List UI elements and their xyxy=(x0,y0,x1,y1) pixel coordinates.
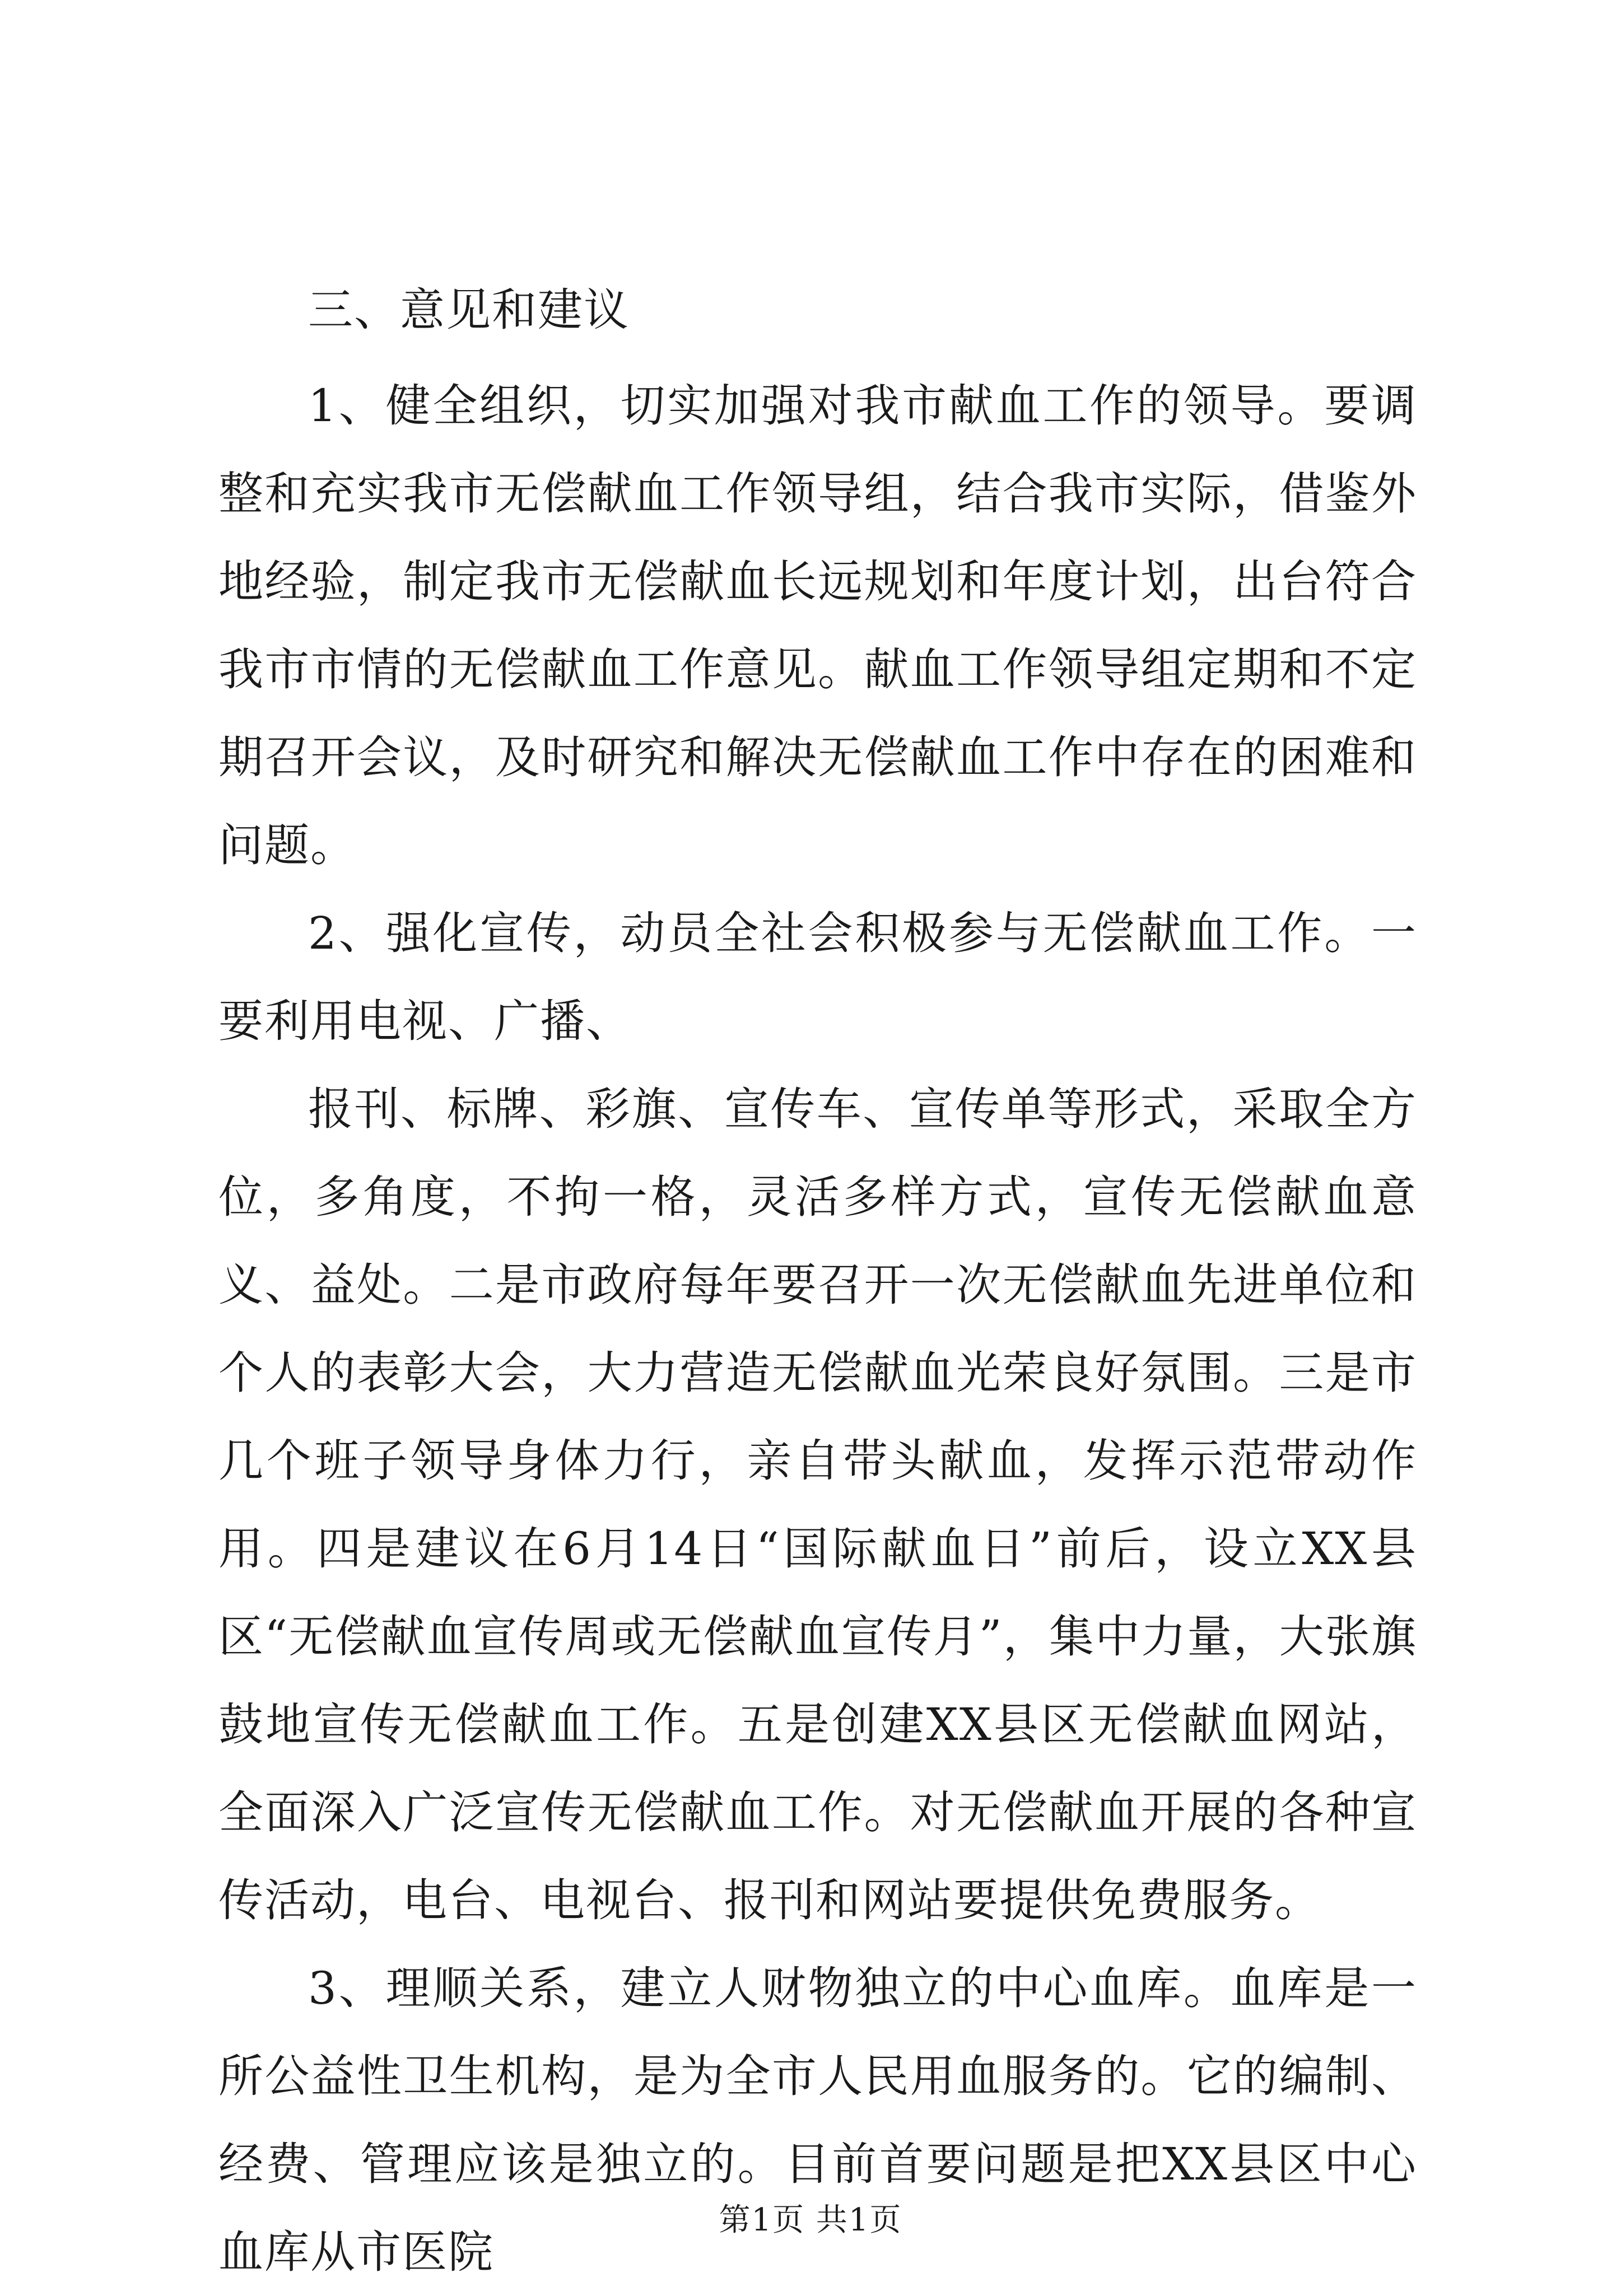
section-heading: 三、意见和建议 xyxy=(308,284,630,336)
page-number-footer: 第1页 共1页 xyxy=(719,2202,902,2238)
paragraph-2: 2、强化宣传，动员全社会积极参与无偿献血工作。一要利用电视、广播、 xyxy=(218,907,1417,1047)
paragraph-1: 1、健全组织，切实加强对我市献血工作的领导。要调整和充实我市无偿献血工作领导组，结合我市实际，借鉴外地经验，制定我市无偿献血长远规划和年度计划，出台符合我市市情的无偿献血工作意见。献血工作领导组定期和不定期召开会议，及时研究和解决无偿献血工作中存在的困难和问题。 xyxy=(218,380,1417,871)
paragraph-3: 报刊、标牌、彩旗、宣传车、宣传单等形式，采取全方位，多角度，不拘一格，灵活多样方式，宣传无偿献血意义、益处。二是市政府每年要召开一次无偿献血先进单位和个人的表彰大会，大力营造无偿献血光荣良好氛围。三是市几个班子领导身体力行，亲自带头献血，发挥示范带动作用。四是建议在6月14日“国际献血日”前后，设立XX县区“无偿献血宣传周或无偿献血宣传月”，集中力量，大张旗鼓地宣传无偿献血工作。五是创建XX县区无偿献血网站，全面深入广泛宣传无偿献血工作。对无偿献血开展的各种宣传活动，电台、电视台、报刊和网站要提供免费服务。 xyxy=(218,1083,1417,1926)
document-body xyxy=(218,286,1417,2296)
paragraph-4: 3、理顺关系，建立人财物独立的中心血库。血库是一所公益性卫生机构，是为全市人民用血服务的。它的编制、经费、管理应该是独立的。目前首要问题是把XX县区中心血库从市医院 xyxy=(218,1962,1417,2278)
